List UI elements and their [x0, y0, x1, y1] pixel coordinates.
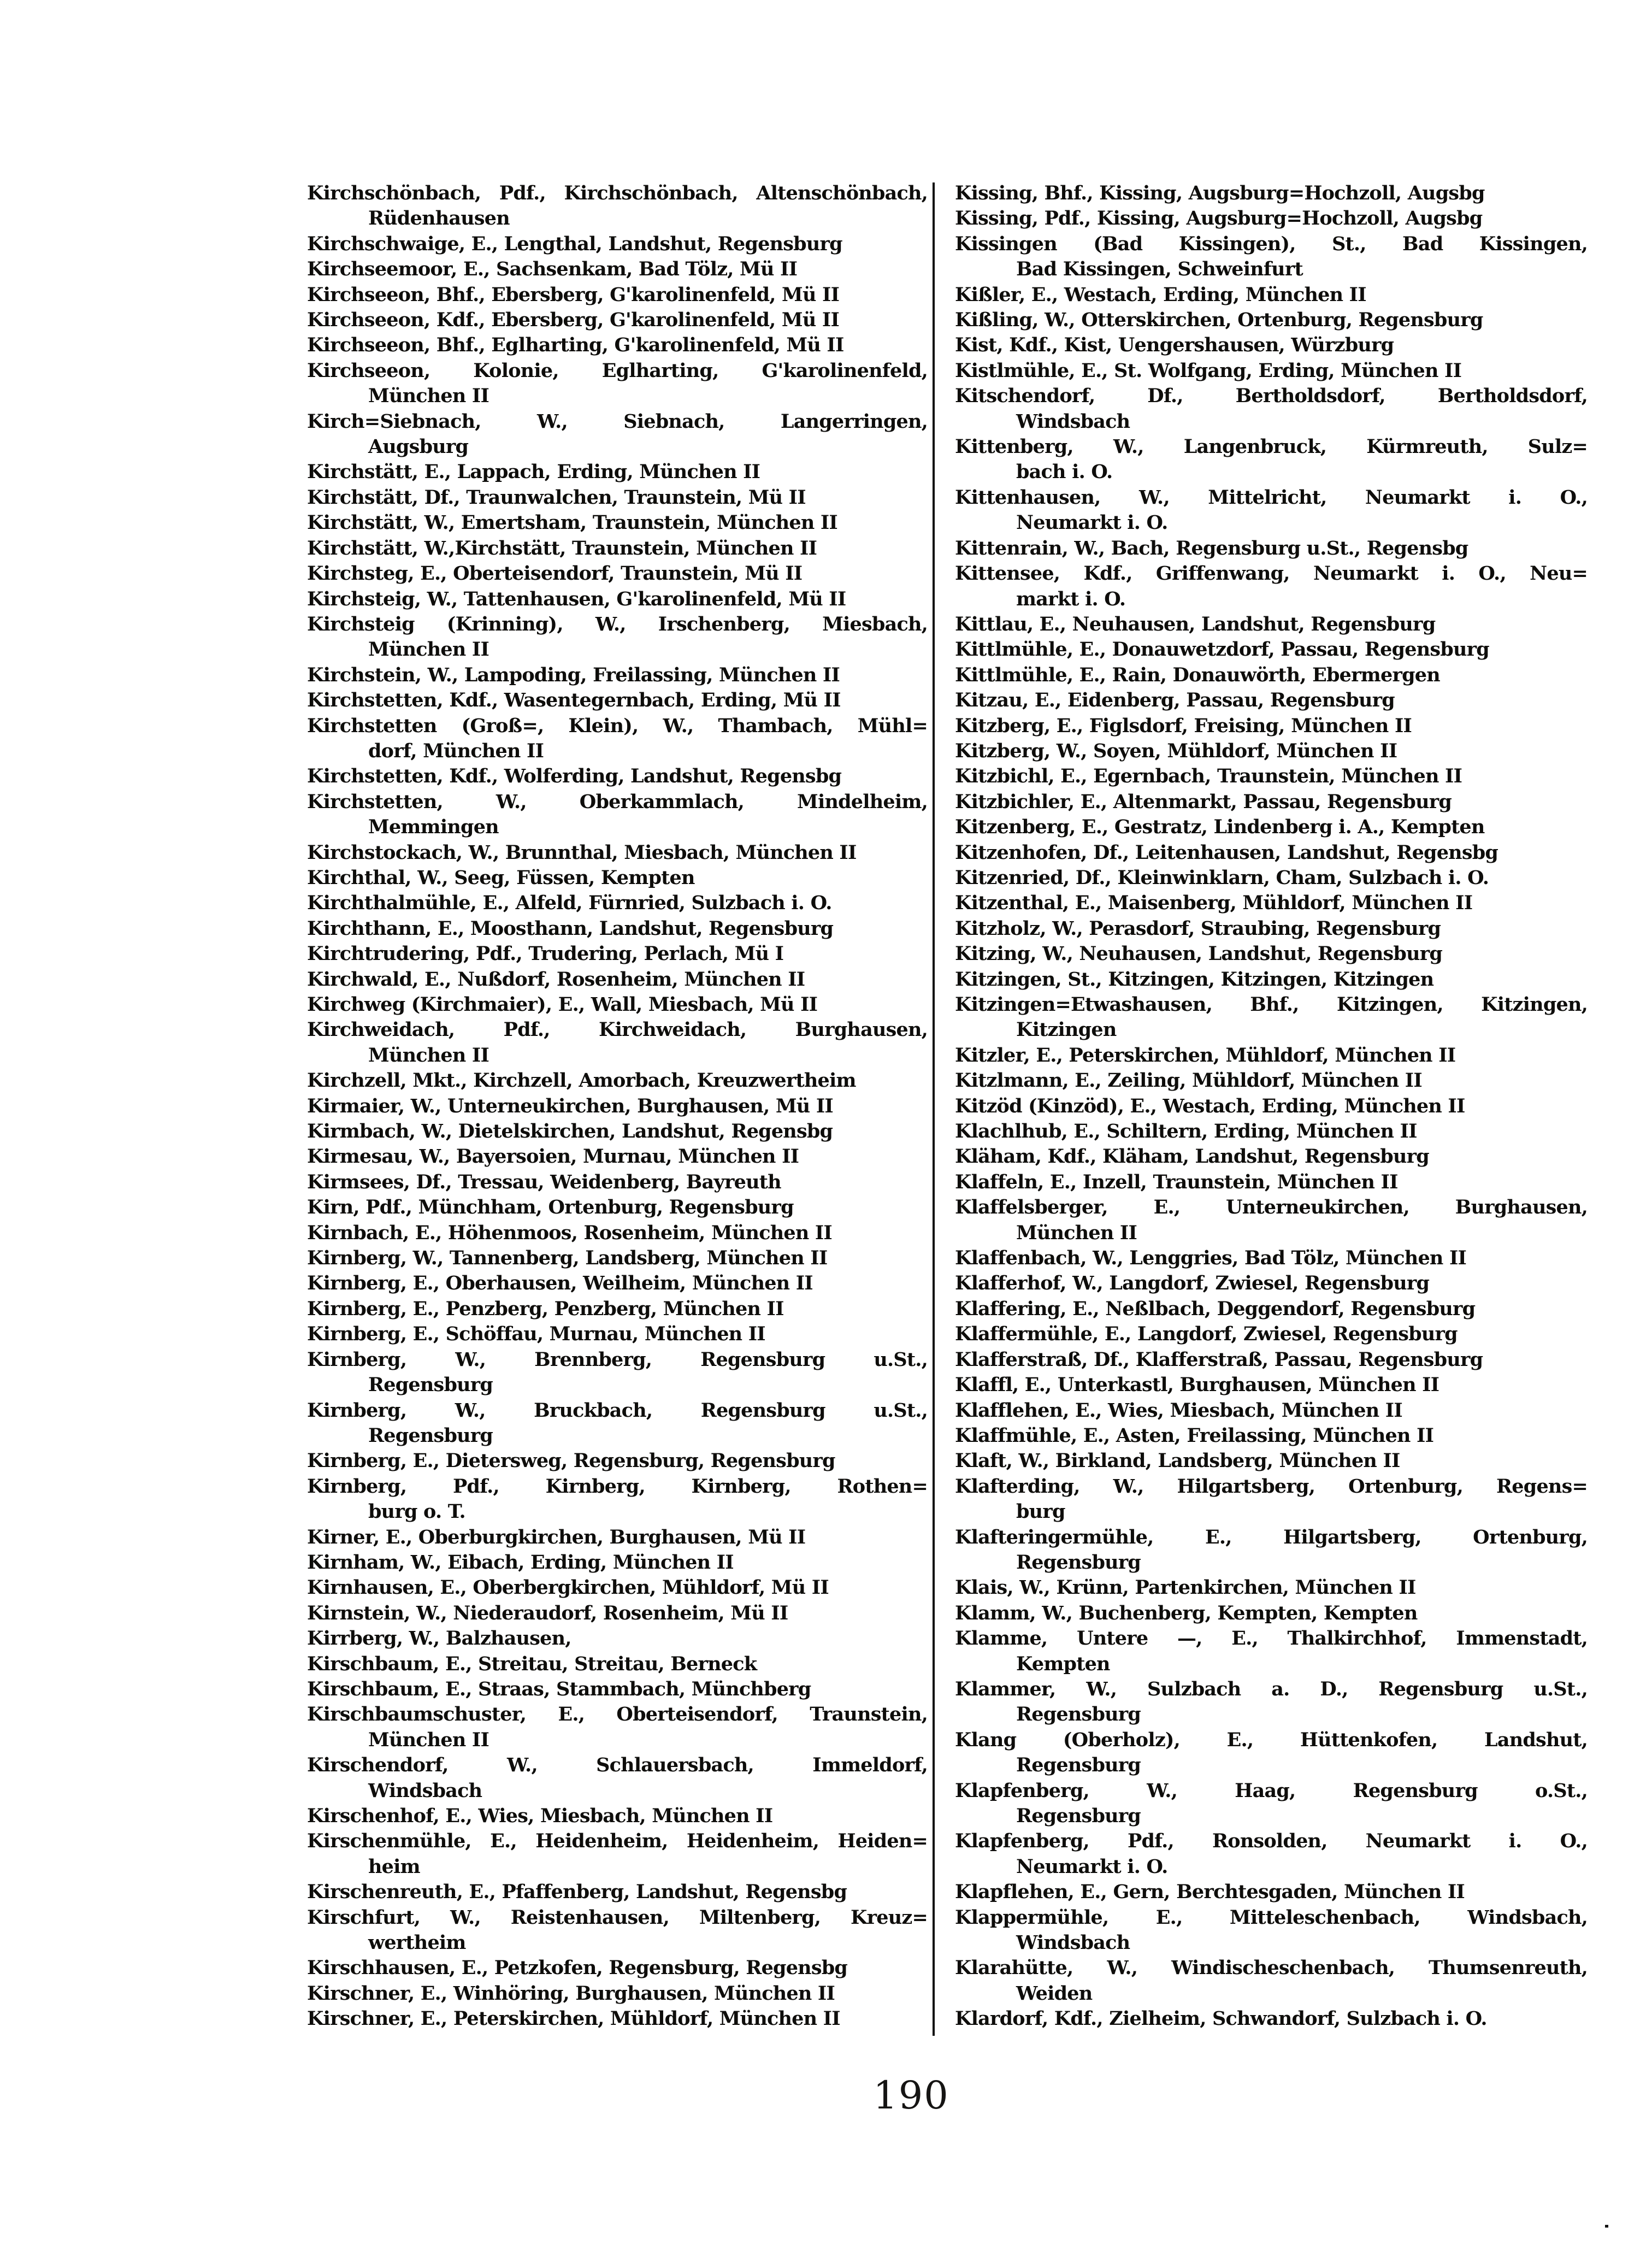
- entry-line: Kirnberg, Pdf., Kirnberg, Kirnberg, Rothen=: [307, 1475, 928, 1498]
- entry-line: Kirchstätt, E., Lappach, Erding, München II: [307, 461, 760, 484]
- entry-line: Kissingen (Bad Kissingen), St., Bad Kissingen,: [955, 232, 1588, 255]
- entry-line: Klaffl, E., Unterkastl, Burghausen, München II: [955, 1374, 1439, 1397]
- entry-line: Klafflehen, E., Wies, Miesbach, München II: [955, 1399, 1402, 1422]
- gazetteer-entry: [307, 1702, 928, 1753]
- gazetteer-entry: [955, 739, 1588, 764]
- entry-line: Kist, Kdf., Kist, Uengershausen, Würzburg: [955, 334, 1394, 357]
- gazetteer-entry: [307, 1905, 928, 1956]
- gazetteer-entry: [307, 1575, 928, 1600]
- gazetteer-entry: [307, 612, 928, 663]
- gazetteer-entry: [955, 1094, 1588, 1119]
- gazetteer-entry: [307, 1094, 928, 1119]
- entry-line: Kirmaier, W., Unterneukirchen, Burghausen, Mü II: [307, 1094, 833, 1117]
- gazetteer-entry: [307, 992, 928, 1017]
- entry-line: Kirschenmühle, E., Heidenheim, Heidenheim, Heiden=: [307, 1830, 928, 1853]
- gazetteer-entry: [307, 941, 928, 967]
- entry-line: Kirnberg, E., Penzberg, Penzberg, München II: [307, 1297, 784, 1320]
- entry-line: Kirschenreuth, E., Pfaffenberg, Landshut, Regensbg: [307, 1881, 847, 1904]
- gazetteer-entry: [955, 992, 1588, 1043]
- entry-line: Kitzbichler, E., Altenmarkt, Passau, Regensburg: [955, 790, 1452, 813]
- gazetteer-entry: [955, 1778, 1588, 1829]
- gazetteer-entry: [307, 1474, 928, 1525]
- entry-line: markt i. O.: [1016, 587, 1126, 610]
- entry-line: Regensburg: [1016, 1703, 1141, 1726]
- gazetteer-entry: [955, 1829, 1588, 1880]
- entry-line: Augsburg: [368, 435, 469, 458]
- gazetteer-entry: [955, 1474, 1588, 1525]
- gazetteer-entry: [955, 232, 1588, 282]
- gazetteer-entry: [955, 1170, 1588, 1195]
- entry-line: Klaffeln, E., Inzell, Traunstein, München II: [955, 1170, 1398, 1193]
- gazetteer-entry: [955, 434, 1588, 485]
- gazetteer-entry: [955, 206, 1588, 231]
- gazetteer-column-right: [955, 181, 1588, 2032]
- gazetteer-entry: [307, 1652, 928, 1677]
- gazetteer-entry: [307, 663, 928, 688]
- entry-line: Kirnberg, W., Brennberg, Regensburg u.St.,: [307, 1348, 928, 1371]
- entry-line: Kitzler, E., Peterskirchen, Mühldorf, München II: [955, 1044, 1456, 1067]
- entry-line: Klang (Oberholz), E., Hüttenkofen, Landshut,: [955, 1728, 1588, 1751]
- entry-line: München II: [1016, 1221, 1137, 1244]
- entry-line: Klaffering, E., Neßlbach, Deggendorf, Regensburg: [955, 1297, 1476, 1320]
- gazetteer-entry: [955, 714, 1588, 739]
- entry-line: Kirchzell, Mkt., Kirchzell, Amorbach, Kreuzwertheim: [307, 1069, 856, 1092]
- entry-line: dorf, München II: [368, 739, 544, 762]
- entry-line: Kirchseeon, Kdf., Ebersberg, G'karolinenfeld, Mü II: [307, 309, 840, 332]
- gazetteer-entry: [955, 384, 1588, 434]
- gazetteer-entry: [307, 460, 928, 485]
- gazetteer-entry: [307, 1170, 928, 1195]
- entry-line: Kirschendorf, W., Schlauersbach, Immeldorf,: [307, 1754, 928, 1777]
- gazetteer-entry: [955, 840, 1588, 865]
- entry-line: Kirmesau, W., Bayersoien, Murnau, München II: [307, 1145, 799, 1168]
- entry-line: Kirchtrudering, Pdf., Trudering, Perlach, Mü I: [307, 942, 784, 965]
- entry-line: Kirnberg, W., Bruckbach, Regensburg u.St.,: [307, 1399, 928, 1422]
- entry-line: Kirchweg (Kirchmaier), E., Wall, Miesbach, Mü II: [307, 993, 818, 1016]
- entry-line: Kirnberg, E., Dietersweg, Regensburg, Regensburg: [307, 1450, 835, 1472]
- entry-line: München II: [368, 1728, 489, 1751]
- entry-line: Kirner, E., Oberburgkirchen, Burghausen, Mü II: [307, 1525, 806, 1548]
- gazetteer-entry: [307, 1829, 928, 1880]
- entry-line: Kirchsteig, W., Tattenhausen, G'karolinenfeld, Mü II: [307, 587, 846, 610]
- entry-line: Kirschbaumschuster, E., Oberteisendorf, Traunstein,: [307, 1703, 928, 1726]
- entry-line: Kissing, Pdf., Kissing, Augsburg=Hochzoll, Augsbg: [955, 207, 1483, 230]
- gazetteer-entry: [955, 1448, 1588, 1474]
- entry-line: heim: [368, 1855, 420, 1878]
- gazetteer-entry: [307, 181, 928, 232]
- gazetteer-column-left: [307, 181, 928, 2032]
- gazetteer-entry: [955, 1297, 1588, 1322]
- entry-line: Klamm, W., Buchenberg, Kempten, Kempten: [955, 1601, 1418, 1624]
- entry-line: Klafferstraß, Df., Klafferstraß, Passau, Regensburg: [955, 1348, 1483, 1371]
- entry-line: Kitzing, W., Neuhausen, Landshut, Regensburg: [955, 942, 1443, 965]
- entry-line: Kittenrain, W., Bach, Regensburg u.St., Regensbg: [955, 537, 1468, 559]
- entry-line: Kitzingen: [1016, 1018, 1117, 1041]
- entry-line: Kirschner, E., Peterskirchen, Mühldorf, München II: [307, 2007, 840, 2030]
- entry-line: Klachlhub, E., Schiltern, Erding, München II: [955, 1120, 1417, 1143]
- gazetteer-entry: [955, 1195, 1588, 1246]
- gazetteer-entry: [307, 1398, 928, 1449]
- entry-line: Klapfenberg, W., Haag, Regensburg o.St.,: [955, 1779, 1588, 1802]
- entry-line: Kitzenberg, E., Gestratz, Lindenberg i. A., Kempten: [955, 816, 1485, 839]
- gazetteer-entry: [307, 1297, 928, 1322]
- gazetteer-entry: [955, 1322, 1588, 1347]
- entry-line: Kirnhausen, E., Oberbergkirchen, Mühldorf, Mü II: [307, 1576, 829, 1599]
- gazetteer-entry: [307, 1880, 928, 1905]
- entry-line: Kirchthann, E., Moosthann, Landshut, Regensburg: [307, 917, 834, 940]
- gazetteer-entry: [307, 790, 928, 840]
- gazetteer-entry: [955, 1372, 1588, 1398]
- entry-line: München II: [368, 385, 489, 408]
- entry-line: Kitzau, E., Eidenberg, Passau, Regensburg: [955, 689, 1395, 712]
- gazetteer-entry: [955, 1880, 1588, 1905]
- gazetteer-entry: [307, 1677, 928, 1702]
- entry-line: Kirchstätt, W.,Kirchstätt, Traunstein, München II: [307, 537, 817, 559]
- gazetteer-entry: [307, 891, 928, 916]
- entry-line: Klaffelsberger, E., Unterneukirchen, Burghausen,: [955, 1196, 1588, 1219]
- entry-line: Kißling, W., Otterskirchen, Ortenburg, Regensburg: [955, 309, 1483, 332]
- gazetteer-entry: [307, 1448, 928, 1474]
- entry-line: Kitzberg, E., Figlsdorf, Freising, München II: [955, 714, 1412, 737]
- entry-line: Kirchseeon, Kolonie, Eglharting, G'karolinenfeld,: [307, 359, 928, 382]
- gazetteer-entry: [955, 536, 1588, 561]
- gazetteer-entry: [955, 865, 1588, 891]
- gazetteer-entry: [955, 1398, 1588, 1423]
- gazetteer-entry: [955, 916, 1588, 941]
- entry-line: Kirchthalmühle, E., Alfeld, Fürnried, Sulzbach i. O.: [307, 892, 832, 915]
- gazetteer-entry: [307, 282, 928, 308]
- entry-line: Kirchschwaige, E., Lengthal, Landshut, Regensburg: [307, 232, 842, 255]
- entry-line: Kissing, Bhf., Kissing, Augsburg=Hochzoll, Augsbg: [955, 182, 1485, 204]
- entry-line: Kittlmühle, E., Donauwetzdorf, Passau, Regensburg: [955, 638, 1489, 661]
- entry-line: Kirchstetten (Groß=, Klein), W., Thambach, Mühl=: [307, 714, 928, 737]
- gazetteer-entry: [307, 232, 928, 257]
- entry-line: Kitzöd (Kinzöd), E., Westach, Erding, München II: [955, 1094, 1465, 1117]
- column-divider-rule: [933, 182, 935, 2036]
- gazetteer-entry: [955, 764, 1588, 789]
- gazetteer-entry: [307, 1753, 928, 1804]
- entry-line: Kirrberg, W., Balzhausen,: [307, 1627, 571, 1650]
- entry-line: Kitzingen, St., Kitzingen, Kitzingen, Kitzingen: [955, 968, 1434, 991]
- entry-line: Kittenhausen, W., Mittelricht, Neumarkt i. O.,: [955, 486, 1588, 509]
- gazetteer-entry: [307, 840, 928, 865]
- gazetteer-entry: [955, 1575, 1588, 1600]
- entry-line: Kittlau, E., Neuhausen, Landshut, Regensburg: [955, 612, 1436, 635]
- gazetteer-entry: [955, 1043, 1588, 1068]
- entry-line: Regensburg: [368, 1374, 493, 1397]
- entry-line: Kirnberg, W., Tannenberg, Landsberg, München II: [307, 1247, 828, 1270]
- page-number: 190: [873, 2073, 949, 2118]
- gazetteer-entry: [307, 1246, 928, 1271]
- gazetteer-entry: [307, 1322, 928, 1347]
- gazetteer-entry: [307, 409, 928, 460]
- entry-line: Kirchseeon, Bhf., Ebersberg, G'karolinenfeld, Mü II: [307, 283, 840, 306]
- entry-line: Kirchschönbach, Pdf., Kirchschönbach, Altenschönbach,: [307, 182, 928, 204]
- gazetteer-entry: [307, 1271, 928, 1296]
- gazetteer-entry: [307, 561, 928, 586]
- gazetteer-entry: [307, 1068, 928, 1093]
- entry-line: Regensburg: [1016, 1551, 1141, 1574]
- gazetteer-entry: [307, 967, 928, 992]
- gazetteer-entry: [307, 1601, 928, 1626]
- entry-line: Kempten: [1016, 1652, 1110, 1675]
- entry-line: Kirmbach, W., Dietelskirchen, Landshut, Regensbg: [307, 1120, 833, 1143]
- entry-line: Windsbach: [1016, 410, 1130, 433]
- entry-line: Kläham, Kdf., Kläham, Landshut, Regensburg: [955, 1145, 1429, 1168]
- entry-line: Klamme, Untere —, E., Thalkirchhof, Immenstadt,: [955, 1627, 1588, 1650]
- entry-line: Klafferhof, W., Langdorf, Zwiesel, Regensburg: [955, 1272, 1430, 1295]
- gazetteer-entry: [955, 612, 1588, 637]
- entry-line: Kirschfurt, W., Reistenhausen, Miltenberg, Kreuz=: [307, 1906, 928, 1929]
- entry-line: Kirchsteig (Krinning), W., Irschenberg, Miesbach,: [307, 612, 928, 635]
- entry-line: Kirmsees, Df., Tressau, Weidenberg, Bayreuth: [307, 1170, 781, 1193]
- entry-line: Kitzingen=Etwashausen, Bhf., Kitzingen, Kitzingen,: [955, 993, 1588, 1016]
- gazetteer-entry: [307, 485, 928, 510]
- entry-line: Klarahütte, W., Windischeschenbach, Thumsenreuth,: [955, 1957, 1588, 1980]
- gazetteer-entry: [307, 1195, 928, 1220]
- entry-line: Bad Kissingen, Schweinfurt: [1016, 258, 1303, 281]
- gazetteer-entry: [307, 1804, 928, 1829]
- entry-line: Kirschbaum, E., Streitau, Streitau, Berneck: [307, 1652, 757, 1675]
- entry-line: Kirnberg, E., Schöffau, Murnau, München II: [307, 1323, 765, 1346]
- gazetteer-entry: [955, 941, 1588, 967]
- gazetteer-entry: [955, 663, 1588, 688]
- gazetteer-entry: [307, 688, 928, 713]
- gazetteer-entry: [955, 1246, 1588, 1271]
- entry-line: Kirchwald, E., Nußdorf, Rosenheim, München II: [307, 968, 805, 991]
- entry-line: Klaft, W., Birkland, Landsberg, München II: [955, 1450, 1400, 1472]
- gazetteer-entry: [307, 1525, 928, 1550]
- entry-line: Memmingen: [368, 816, 499, 839]
- entry-line: Kirschner, E., Winhöring, Burghausen, München II: [307, 1982, 835, 2005]
- entry-line: Klammer, W., Sulzbach a. D., Regensburg u.St.,: [955, 1677, 1588, 1700]
- entry-line: Windsbach: [368, 1779, 482, 1802]
- gazetteer-entry: [307, 333, 928, 358]
- gazetteer-entry: [307, 1119, 928, 1144]
- gazetteer-entry: [307, 510, 928, 535]
- gazetteer-entry: [955, 1728, 1588, 1778]
- gazetteer-entry: [307, 257, 928, 282]
- gazetteer-entry: [955, 561, 1588, 612]
- gazetteer-entry: [307, 714, 928, 764]
- gazetteer-entry: [307, 1955, 928, 1981]
- entry-line: Kitzberg, W., Soyen, Mühldorf, München II: [955, 739, 1397, 762]
- gazetteer-entry: [955, 1677, 1588, 1728]
- entry-line: Klaffmühle, E., Asten, Freilassing, München II: [955, 1424, 1434, 1447]
- gazetteer-entry: [307, 2006, 928, 2031]
- entry-line: Neumarkt i. O.: [1016, 1855, 1168, 1878]
- gazetteer-entry: [307, 536, 928, 561]
- gazetteer-entry: [307, 916, 928, 941]
- gazetteer-entry: [307, 1347, 928, 1398]
- entry-line: burg: [1016, 1500, 1065, 1523]
- gazetteer-entry: [955, 1119, 1588, 1144]
- entry-line: Weiden: [1016, 1982, 1093, 2005]
- entry-line: Kirchstätt, Df., Traunwalchen, Traunstein, Mü II: [307, 486, 806, 509]
- entry-line: Klaffenbach, W., Lenggries, Bad Tölz, München II: [955, 1247, 1467, 1270]
- gazetteer-entry: [955, 1601, 1588, 1626]
- gazetteer-entry: [307, 1221, 928, 1246]
- entry-line: Klaffermühle, E., Langdorf, Zwiesel, Regensburg: [955, 1323, 1458, 1346]
- entry-line: München II: [368, 1044, 489, 1067]
- entry-line: Kistlmühle, E., St. Wolfgang, Erding, München II: [955, 359, 1462, 382]
- entry-line: München II: [368, 638, 489, 661]
- entry-line: Kirchstätt, W., Emertsham, Traunstein, München II: [307, 511, 837, 534]
- gazetteer-entry: [955, 688, 1588, 713]
- gazetteer-entry: [955, 282, 1588, 308]
- gazetteer-entry: [955, 815, 1588, 840]
- gazetteer-entry: [955, 967, 1588, 992]
- entry-line: Rüdenhausen: [368, 207, 510, 230]
- entry-line: Kirchweidach, Pdf., Kirchweidach, Burghausen,: [307, 1018, 928, 1041]
- entry-line: burg o. T.: [368, 1500, 465, 1523]
- entry-line: Kirchseemoor, E., Sachsenkam, Bad Tölz, Mü II: [307, 258, 798, 281]
- entry-line: Kittensee, Kdf., Griffenwang, Neumarkt i. O., Neu=: [955, 562, 1588, 585]
- entry-line: Kirchstetten, W., Oberkammlach, Mindelheim,: [307, 790, 928, 813]
- entry-line: Kirnberg, E., Oberhausen, Weilheim, München II: [307, 1272, 813, 1295]
- entry-line: bach i. O.: [1016, 461, 1113, 484]
- entry-line: Klapflehen, E., Gern, Berchtesgaden, München II: [955, 1881, 1465, 1904]
- entry-line: Klardorf, Kdf., Zielheim, Schwandorf, Sulzbach i. O.: [955, 2007, 1487, 2030]
- gazetteer-entry: [307, 587, 928, 612]
- entry-line: Kirschhausen, E., Petzkofen, Regensburg, Regensbg: [307, 1957, 848, 1980]
- gazetteer-entry: [955, 181, 1588, 206]
- entry-line: Kitschendorf, Df., Bertholdsdorf, Bertholdsdorf,: [955, 385, 1588, 408]
- gazetteer-entry: [955, 1905, 1588, 1956]
- entry-line: Kitzlmann, E., Zeiling, Mühldorf, München II: [955, 1069, 1422, 1092]
- entry-line: Kittenberg, W., Langenbruck, Kürmreuth, Sulz=: [955, 435, 1588, 458]
- entry-line: Kirchstein, W., Lampoding, Freilassing, München II: [307, 663, 840, 686]
- entry-line: Kitzbichl, E., Egernbach, Traunstein, München II: [955, 765, 1462, 788]
- entry-line: Klappermühle, E., Mitteleschenbach, Windsbach,: [955, 1906, 1588, 1929]
- gazetteer-entry: [955, 308, 1588, 333]
- gazetteer-entry: [955, 1955, 1588, 2006]
- entry-line: Kitzenthal, E., Maisenberg, Mühldorf, München II: [955, 892, 1473, 915]
- entry-line: Kirschbaum, E., Straas, Stammbach, Münchberg: [307, 1677, 811, 1700]
- gazetteer-entry: [307, 1017, 928, 1068]
- entry-line: Klais, W., Krünn, Partenkirchen, München II: [955, 1576, 1416, 1599]
- entry-line: Kirchthal, W., Seeg, Füssen, Kempten: [307, 866, 695, 889]
- entry-line: Kirnstein, W., Niederaudorf, Rosenheim, Mü II: [307, 1601, 788, 1624]
- entry-line: Kißler, E., Westach, Erding, München II: [955, 283, 1366, 306]
- entry-line: Kittlmühle, E., Rain, Donauwörth, Ebermergen: [955, 663, 1440, 686]
- entry-line: Kitzholz, W., Perasdorf, Straubing, Regensburg: [955, 917, 1441, 940]
- entry-line: Kitzenhofen, Df., Leitenhausen, Landshut, Regensbg: [955, 841, 1498, 864]
- entry-line: Kirschenhof, E., Wies, Miesbach, München II: [307, 1805, 773, 1827]
- entry-line: Windsbach: [1016, 1931, 1130, 1954]
- gazetteer-entry: [955, 1144, 1588, 1169]
- gazetteer-entry: [955, 1423, 1588, 1448]
- gazetteer-entry: [307, 1144, 928, 1169]
- entry-line: Kitzenried, Df., Kleinwinklarn, Cham, Sulzbach i. O.: [955, 866, 1489, 889]
- scan-speck: [1605, 2225, 1608, 2228]
- entry-line: Klapfenberg, Pdf., Ronsolden, Neumarkt i. O.,: [955, 1830, 1588, 1853]
- gazetteer-entry: [955, 1068, 1588, 1093]
- entry-line: Kirchstetten, Kdf., Wasentegernbach, Erding, Mü II: [307, 689, 841, 712]
- entry-line: Kirch=Siebnach, W., Siebnach, Langerringen,: [307, 410, 928, 433]
- entry-line: Klafteringermühle, E., Hilgartsberg, Ortenburg,: [955, 1525, 1588, 1548]
- entry-line: wertheim: [368, 1931, 466, 1954]
- entry-line: Kirchseeon, Bhf., Eglharting, G'karolinenfeld, Mü II: [307, 334, 844, 357]
- entry-line: Kirnham, W., Eibach, Erding, München II: [307, 1551, 734, 1574]
- entry-line: Regensburg: [1016, 1754, 1141, 1777]
- entry-line: Regensburg: [1016, 1805, 1141, 1827]
- gazetteer-entry: [955, 2006, 1588, 2031]
- entry-line: Kirchstetten, Kdf., Wolferding, Landshut, Regensbg: [307, 765, 842, 788]
- gazetteer-entry: [955, 1347, 1588, 1372]
- gazetteer-entry: [307, 1626, 928, 1651]
- gazetteer-entry: [955, 1271, 1588, 1296]
- gazetteer-entry: [955, 333, 1588, 358]
- entry-line: Neumarkt i. O.: [1016, 511, 1168, 534]
- gazetteer-entry: [955, 485, 1588, 536]
- entry-line: Kirchsteg, E., Oberteisendorf, Traunstein, Mü II: [307, 562, 803, 585]
- gazetteer-entry: [307, 764, 928, 789]
- entry-line: Kirnbach, E., Höhenmoos, Rosenheim, München II: [307, 1221, 832, 1244]
- gazetteer-entry: [307, 358, 928, 409]
- gazetteer-entry: [955, 790, 1588, 815]
- gazetteer-entry: [307, 865, 928, 891]
- gazetteer-entry: [955, 358, 1588, 384]
- entry-line: Klafterding, W., Hilgartsberg, Ortenburg, Regens=: [955, 1475, 1588, 1498]
- entry-line: Kirn, Pdf., Münchham, Ortenburg, Regensburg: [307, 1196, 794, 1219]
- gazetteer-entry: [955, 1525, 1588, 1576]
- gazetteer-entry: [955, 1626, 1588, 1677]
- gazetteer-entry: [955, 637, 1588, 662]
- gazetteer-entry: [307, 1981, 928, 2006]
- entry-line: Regensburg: [368, 1424, 493, 1447]
- entry-line: Kirchstockach, W., Brunnthal, Miesbach, München II: [307, 841, 857, 864]
- gazetteer-entry: [307, 1550, 928, 1575]
- gazetteer-entry: [307, 308, 928, 333]
- gazetteer-entry: [955, 891, 1588, 916]
